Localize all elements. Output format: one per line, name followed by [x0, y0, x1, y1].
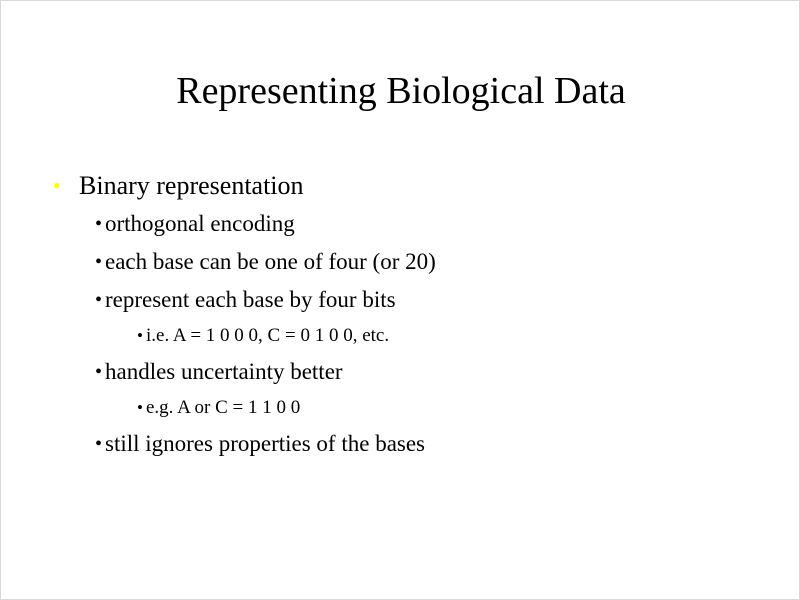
- list-item: [95, 209, 753, 239]
- list-item: [95, 247, 753, 277]
- bullet-icon: •: [95, 289, 103, 311]
- list-item-label: e.g. A or C = 1 1 0 0: [146, 397, 301, 418]
- list-item: [137, 395, 753, 421]
- page-title: Representing Biological Data: [176, 70, 626, 112]
- list-item-label: each base can be one of four (or 20): [105, 249, 436, 274]
- bullet-icon: •: [95, 361, 103, 383]
- bullet-icon: •: [95, 433, 103, 455]
- bullet-icon: •: [95, 213, 103, 235]
- bullet-icon: •: [95, 251, 103, 273]
- list-item: [53, 169, 753, 203]
- list-item-label: represent each base by four bits: [105, 287, 396, 312]
- bullet-icon: •: [137, 326, 143, 345]
- list-item: [95, 285, 753, 315]
- bullet-icon: •: [53, 173, 61, 198]
- bullet-icon: •: [137, 398, 143, 417]
- list-item-label: i.e. A = 1 0 0 0, C = 0 1 0 0, etc.: [146, 325, 390, 346]
- list-item-label: Binary representation: [79, 171, 304, 200]
- list-item-label: orthogonal encoding: [105, 211, 295, 236]
- list-item: [95, 429, 753, 459]
- list-item-label: still ignores properties of the bases: [105, 431, 426, 456]
- slide-body: [53, 169, 753, 467]
- list-item: [95, 357, 753, 387]
- list-item-label: handles uncertainty better: [105, 359, 343, 384]
- list-item: [137, 323, 753, 349]
